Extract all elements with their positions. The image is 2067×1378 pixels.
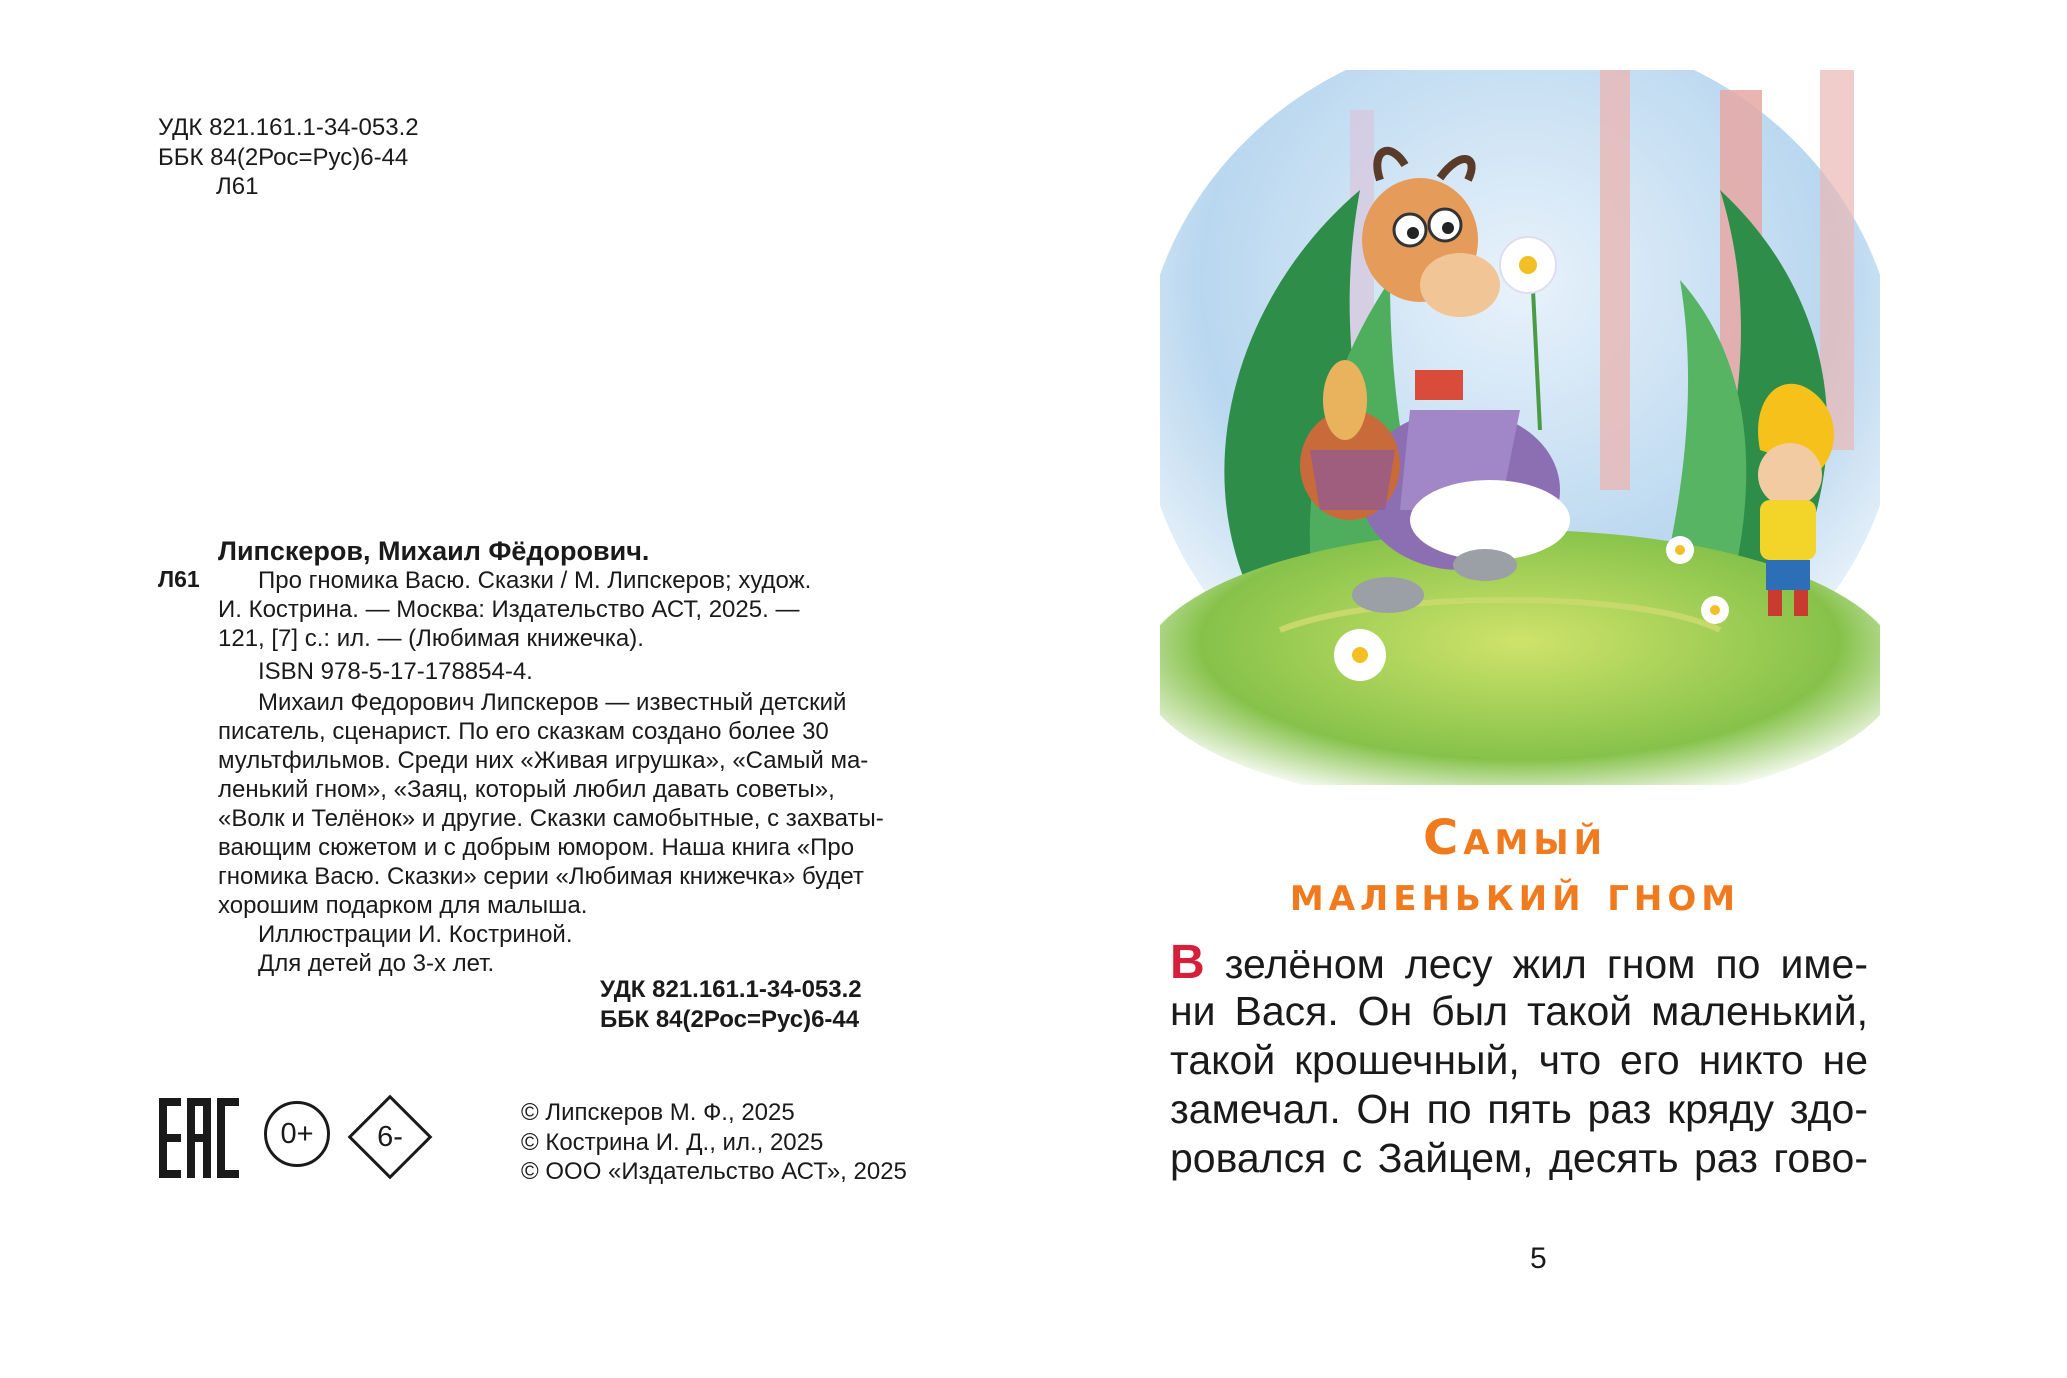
author-heading: Липскеров, Михаил Фёдорович. [218,536,650,566]
bbk-code-bold: ББК 84(2Рос=Рус)6-44 [600,1005,860,1033]
annotation-line: вающим сюжетом и с добрым юмором. Наша книга «Про [218,834,855,861]
bib-line: 121, [7] с.: ил. — (Любимая книжечка). [218,625,644,652]
annotation-line: Михаил Федорович Липскеров — известный детский [258,689,847,716]
title-line: маленький гном [1289,866,1741,922]
age-rating-zero-plus: 0+ [264,1101,330,1167]
copyright-line: © Кострина И. Д., ил., 2025 [521,1128,824,1156]
story-line: ровался с Зайцем, десять раз гово- [1170,1135,1868,1181]
age-note: Для детей до 3-х лет. [258,950,495,977]
annotation-line: ленький гном», «Заяц, который любил давать советы», [218,776,835,803]
annotation-line: хорошим подарком для малыша. [218,892,588,919]
copyright-line: © ООО «Издательство АСТ», 2025 [521,1158,907,1185]
drop-cap: В [1170,936,1205,989]
author-mark: Л61 [216,173,259,200]
copyright-block [521,1098,907,1187]
bibliographic-record [218,566,911,653]
udk-code-bold: УДК 821.161.1-34-053.2 [600,976,862,1003]
annotation-line: гномика Васю. Сказки» серии «Любимая книжечка» будет [218,863,864,890]
title-line: Самый [1422,810,1608,866]
story-line: замечал. Он по пять раз кряду здо- [1170,1086,1868,1132]
page-number: 5 [1530,1242,1547,1275]
story-line: ни Вася. Он был такой маленький, [1170,988,1868,1034]
story-line: такой крошечный, что его никто не [1170,1037,1868,1083]
illustrations-note: Иллюстрации И. Костриной. [258,921,573,948]
story-illustration [1160,70,1880,785]
bib-line: Про гномика Васю. Сказки / М. Липскеров; худож. [258,567,812,594]
annotation-line: мультфильмов. Среди них «Живая игрушка», «Самый ма- [218,747,869,774]
footer-codes [600,975,862,1034]
annotation-line: писатель, сценарист. По его сказкам создано более 30 [218,718,829,745]
story-text [1170,938,1868,1183]
isbn: ISBN 978-5-17-178854-4. [258,658,533,685]
bib-line: И. Кострина. — Москва: Издательство АСТ, 2025. — [218,596,800,623]
header-codes [158,113,419,202]
age-rating-six-minus: 6- [347,1094,433,1180]
annotation-line: «Волк и Телёнок» и другие. Сказки самобытные, с захваты- [218,805,884,832]
bbk-code: ББК 84(2Рос=Рус)6-44 [158,143,409,171]
copyright-line: © Липскеров М. Ф., 2025 [521,1099,795,1126]
story-line: В зелёном лесу жил гном по име- [1170,936,1868,989]
story-title [1170,810,1860,922]
udk-code: УДК 821.161.1-34-053.2 [158,114,419,141]
eac-mark-icon [159,1098,239,1178]
annotation [218,688,911,978]
card-code: Л61 [158,566,200,592]
